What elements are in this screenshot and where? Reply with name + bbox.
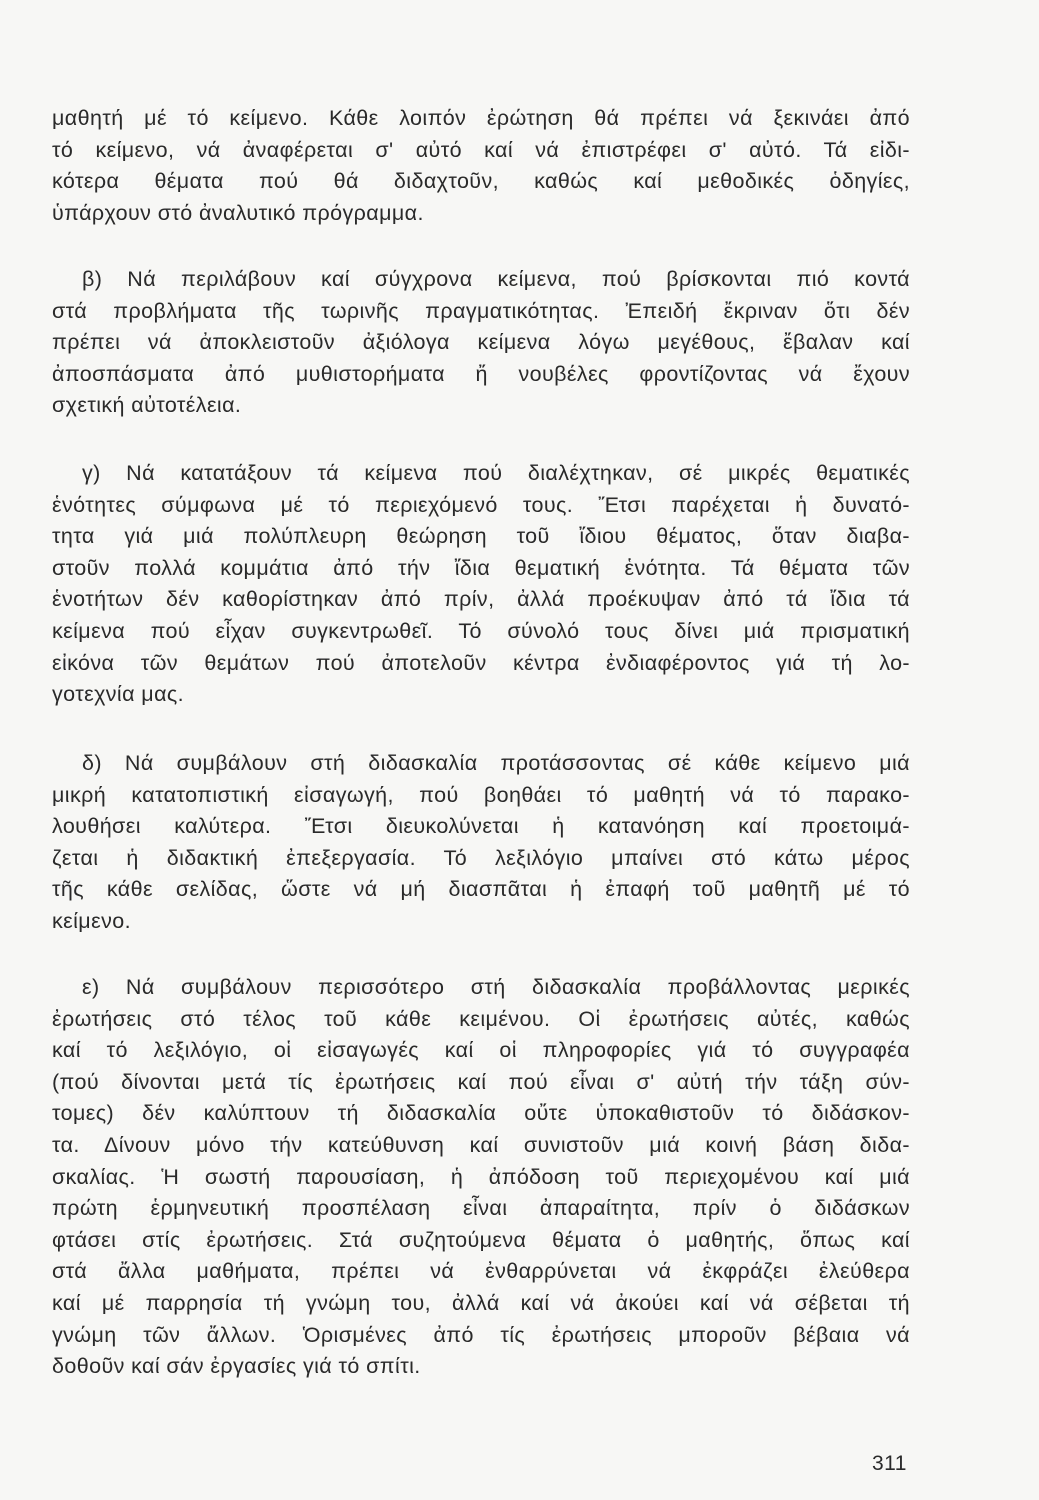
text-line: γοτεχνία μας. bbox=[52, 682, 185, 707]
text-line: ε) Νά συμβάλουν περισσότερο στή διδασκαλία προβάλλοντας μερικές bbox=[82, 975, 910, 999]
text-line: σχετική αὐτοτέλεια. bbox=[52, 393, 242, 418]
text-line: δ) Νά συμβάλουν στή διδασκαλία προτάσσοντας σέ κάθε κείμενο μιά bbox=[82, 751, 910, 775]
text-line: σκαλίας. Ἡ σωστή παρουσίαση, ἡ ἀπόδοση τοῦ περιεχομένου καί μιά bbox=[52, 1164, 910, 1189]
text-line: φτάσει στίς ἐρωτήσεις. Στά συζητούμενα θέματα ὁ μαθητής, ὅπως καί bbox=[52, 1227, 910, 1252]
text-line: ζεται ἡ διδακτική ἐπεξεργασία. Τό λεξιλόγιο μπαίνει στό κάτω μέρος bbox=[52, 845, 910, 870]
paragraph-epsilon bbox=[52, 972, 910, 1383]
paragraph-gamma bbox=[52, 458, 910, 711]
text-line: καί μέ παρρησία τή γνώμη του, ἀλλά καί νά ἀκούει καί νά σέβεται τή bbox=[52, 1290, 910, 1315]
text-line: τῆς κάθε σελίδας, ὥστε νά μή διασπᾶται ἡ ἐπαφή τοῦ μαθητῆ μέ τό bbox=[52, 877, 910, 902]
text-line: στά ἄλλα μαθήματα, πρέπει νά ἐνθαρρύνεται νά ἐκφράζει ἐλεύθερα bbox=[52, 1259, 910, 1284]
text-line: στοῦν πολλά κομμάτια ἀπό τήν ἴδια θεματική ἑνότητα. Τά θέματα τῶν bbox=[52, 555, 910, 580]
text-line: ἐρωτήσεις στό τέλος τοῦ κάθε κειμένου. Οἱ ἐρωτήσεις αὐτές, καθώς bbox=[52, 1006, 910, 1031]
text-line: ὑπάρχουν στό ἀναλυτικό πρόγραμμα. bbox=[52, 200, 424, 225]
text-line: τό κείμενο, νά ἀναφέρεται σ' αὐτό καί νά ἐπιστρέφει σ' αὐτό. Τά εἰδι- bbox=[52, 137, 910, 162]
text-line: γνώμη τῶν ἄλλων. Ὁρισμένες ἀπό τίς ἐρωτήσεις μποροῦν βέβαια νά bbox=[52, 1322, 910, 1347]
paragraph-beta bbox=[52, 264, 910, 422]
text-line: κότερα θέματα πού θά διδαχτοῦν, καθώς καί μεθοδικές ὁδηγίες, bbox=[52, 169, 910, 194]
text-line: μικρή κατατοπιστική εἰσαγωγή, πού βοηθάει τό μαθητή νά τό παρακο- bbox=[52, 782, 910, 807]
text-line: καί τό λεξιλόγιο, οἱ εἰσαγωγές καί οἱ πληροφορίες γιά τό συγγραφέα bbox=[52, 1038, 910, 1063]
text-line: πρέπει νά ἀποκλειστοῦν ἀξιόλογα κείμενα λόγω μεγέθους, ἔβαλαν καί bbox=[52, 330, 910, 355]
text-line: λουθήσει καλύτερα. Ἔτσι διευκολύνεται ἡ κατανόηση καί προετοιμά- bbox=[52, 814, 910, 839]
text-line: κείμενα πού εἶχαν συγκεντρωθεῖ. Τό σύνολό τους δίνει μιά πρισματική bbox=[52, 618, 910, 643]
text-line: ἑνότητες σύμφωνα μέ τό περιεχόμενό τους. Ἔτσι παρέχεται ἡ δυνατό- bbox=[52, 492, 910, 517]
paragraph-continuation bbox=[52, 103, 910, 229]
paragraph-delta bbox=[52, 748, 910, 938]
text-line: κείμενο. bbox=[52, 908, 131, 933]
text-line: (πού δίνονται μετά τίς ἐρωτήσεις καί πού εἶναι σ' αὐτή τήν τάξη σύν- bbox=[52, 1069, 910, 1094]
text-line: β) Νά περιλάβουν καί σύγχρονα κείμενα, πού βρίσκονται πιό κοντά bbox=[82, 267, 910, 291]
text-line: γ) Νά κατατάξουν τά κείμενα πού διαλέχτηκαν, σέ μικρές θεματικές bbox=[82, 461, 910, 485]
text-line: τητα γιά μιά πολύπλευρη θεώρηση τοῦ ἴδιου θέματος, ὅταν διαβα- bbox=[52, 524, 910, 549]
text-line: τομες) δέν καλύπτουν τή διδασκαλία οὔτε ὑποκαθιστοῦν τό διδάσκον- bbox=[52, 1101, 910, 1126]
text-line: ἑνοτήτων δέν καθορίστηκαν ἀπό πρίν, ἀλλά προέκυψαν ἀπό τά ἴδια τά bbox=[52, 587, 910, 612]
text-line: τα. Δίνουν μόνο τήν κατεύθυνση καί συνιστοῦν μιά κοινή βάση διδα- bbox=[52, 1132, 910, 1157]
text-line: ἀποσπάσματα ἀπό μυθιστορήματα ἤ νουβέλες φροντίζοντας νά ἔχουν bbox=[52, 361, 910, 386]
page-number: 311 bbox=[872, 1452, 907, 1475]
text-line: στά προβλήματα τῆς τωρινῆς πραγματικότητας. Ἐπειδή ἔκριναν ὅτι δέν bbox=[52, 298, 910, 323]
text-line: δοθοῦν καί σάν ἐργασίες γιά τό σπίτι. bbox=[52, 1354, 421, 1379]
text-line: εἰκόνα τῶν θεμάτων πού ἀποτελοῦν κέντρα ἐνδιαφέροντος γιά τή λο- bbox=[52, 650, 910, 675]
text-line: πρώτη ἑρμηνευτική προσπέλαση εἶναι ἀπαραίτητα, πρίν ὁ διδάσκων bbox=[52, 1196, 910, 1221]
text-line: μαθητή μέ τό κείμενο. Κάθε λοιπόν ἐρώτηση θά πρέπει νά ξεκινάει ἀπό bbox=[52, 106, 910, 130]
